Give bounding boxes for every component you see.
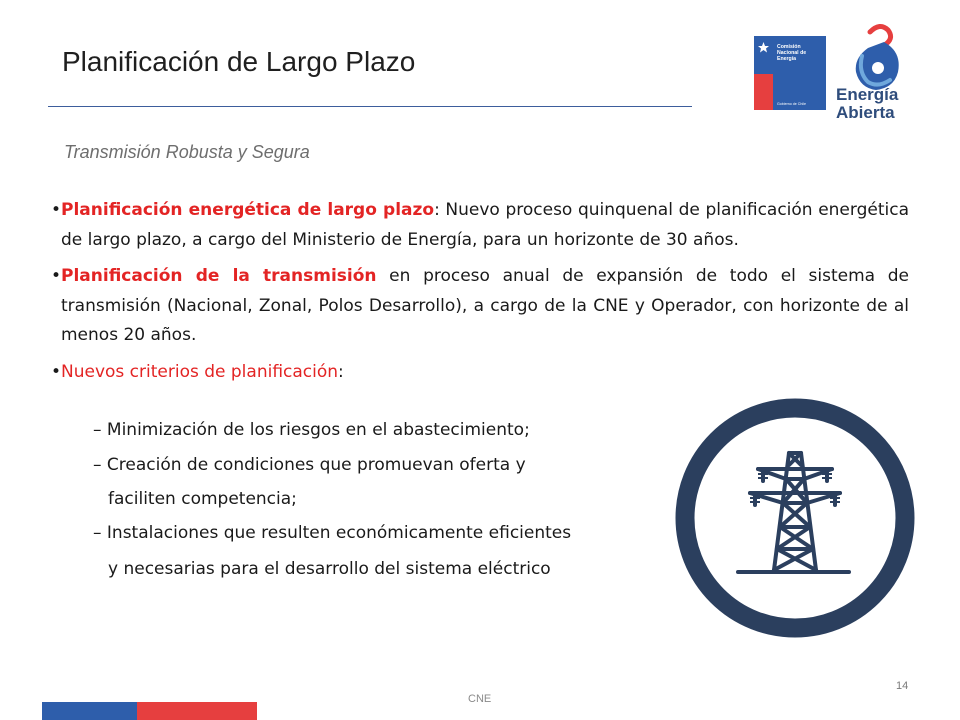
bullet-dot: • (51, 266, 62, 286)
footer-bar-red (137, 702, 257, 720)
footer-bar-blue (42, 702, 137, 720)
sub-item: faciliten competencia; (108, 489, 297, 509)
bullet-dot: • (51, 361, 62, 382)
sub-item: – Creación de condiciones que promuevan oferta y (93, 455, 526, 475)
energia-abierta-line1: Energía (836, 85, 899, 104)
sub-item: – Minimización de los riesgos en el abastecimiento; (93, 420, 530, 440)
transmission-tower-icon (672, 395, 918, 641)
cne-gobierno-logo (754, 36, 826, 110)
gob-logo-line3: Energía (777, 56, 797, 62)
bullet-text: en proceso anual de expansión de todo el sistema de transmisión (Nacional, Zonal, Polos Desarrollo), a cargo de la CNE y Operador, con horizonte de al menos 20 años. (61, 266, 909, 345)
page-title: Planificación de Largo Plazo (62, 46, 416, 77)
bullet-lead: Planificación energética de largo plazo (61, 200, 435, 220)
sub-item: y necesarias para el desarrollo del sistema eléctrico (108, 559, 551, 579)
energia-abierta-line2: Abierta (836, 103, 895, 122)
gob-logo-footer: Gobierno de Chile (777, 102, 806, 106)
bullet-item (51, 358, 909, 388)
bullet-lead: Planificación de la transmisión (61, 266, 377, 286)
page-subtitle: Transmisión Robusta y Segura (64, 142, 310, 162)
page-number: 14 (896, 680, 909, 692)
bullet-lead: Nuevos criterios de planificación (61, 361, 339, 382)
bullet-item (51, 262, 909, 351)
gob-logo-line2: Nacional de (777, 50, 807, 56)
bullet-item (51, 196, 909, 255)
gob-logo-line1: Comisión (777, 44, 801, 50)
bullet-dot: • (51, 200, 62, 220)
bullet-text: : (338, 361, 344, 382)
title-divider (48, 106, 692, 107)
bullet-text: : Nuevo proceso quinquenal de planificación energética de largo plazo, a cargo del Ministerio de Energía, para un horizonte de 30 años. (61, 200, 909, 250)
sub-item: – Instalaciones que resulten económicamente eficientes (93, 523, 572, 543)
bullet-list (51, 196, 909, 394)
footer-label: CNE (468, 693, 492, 705)
